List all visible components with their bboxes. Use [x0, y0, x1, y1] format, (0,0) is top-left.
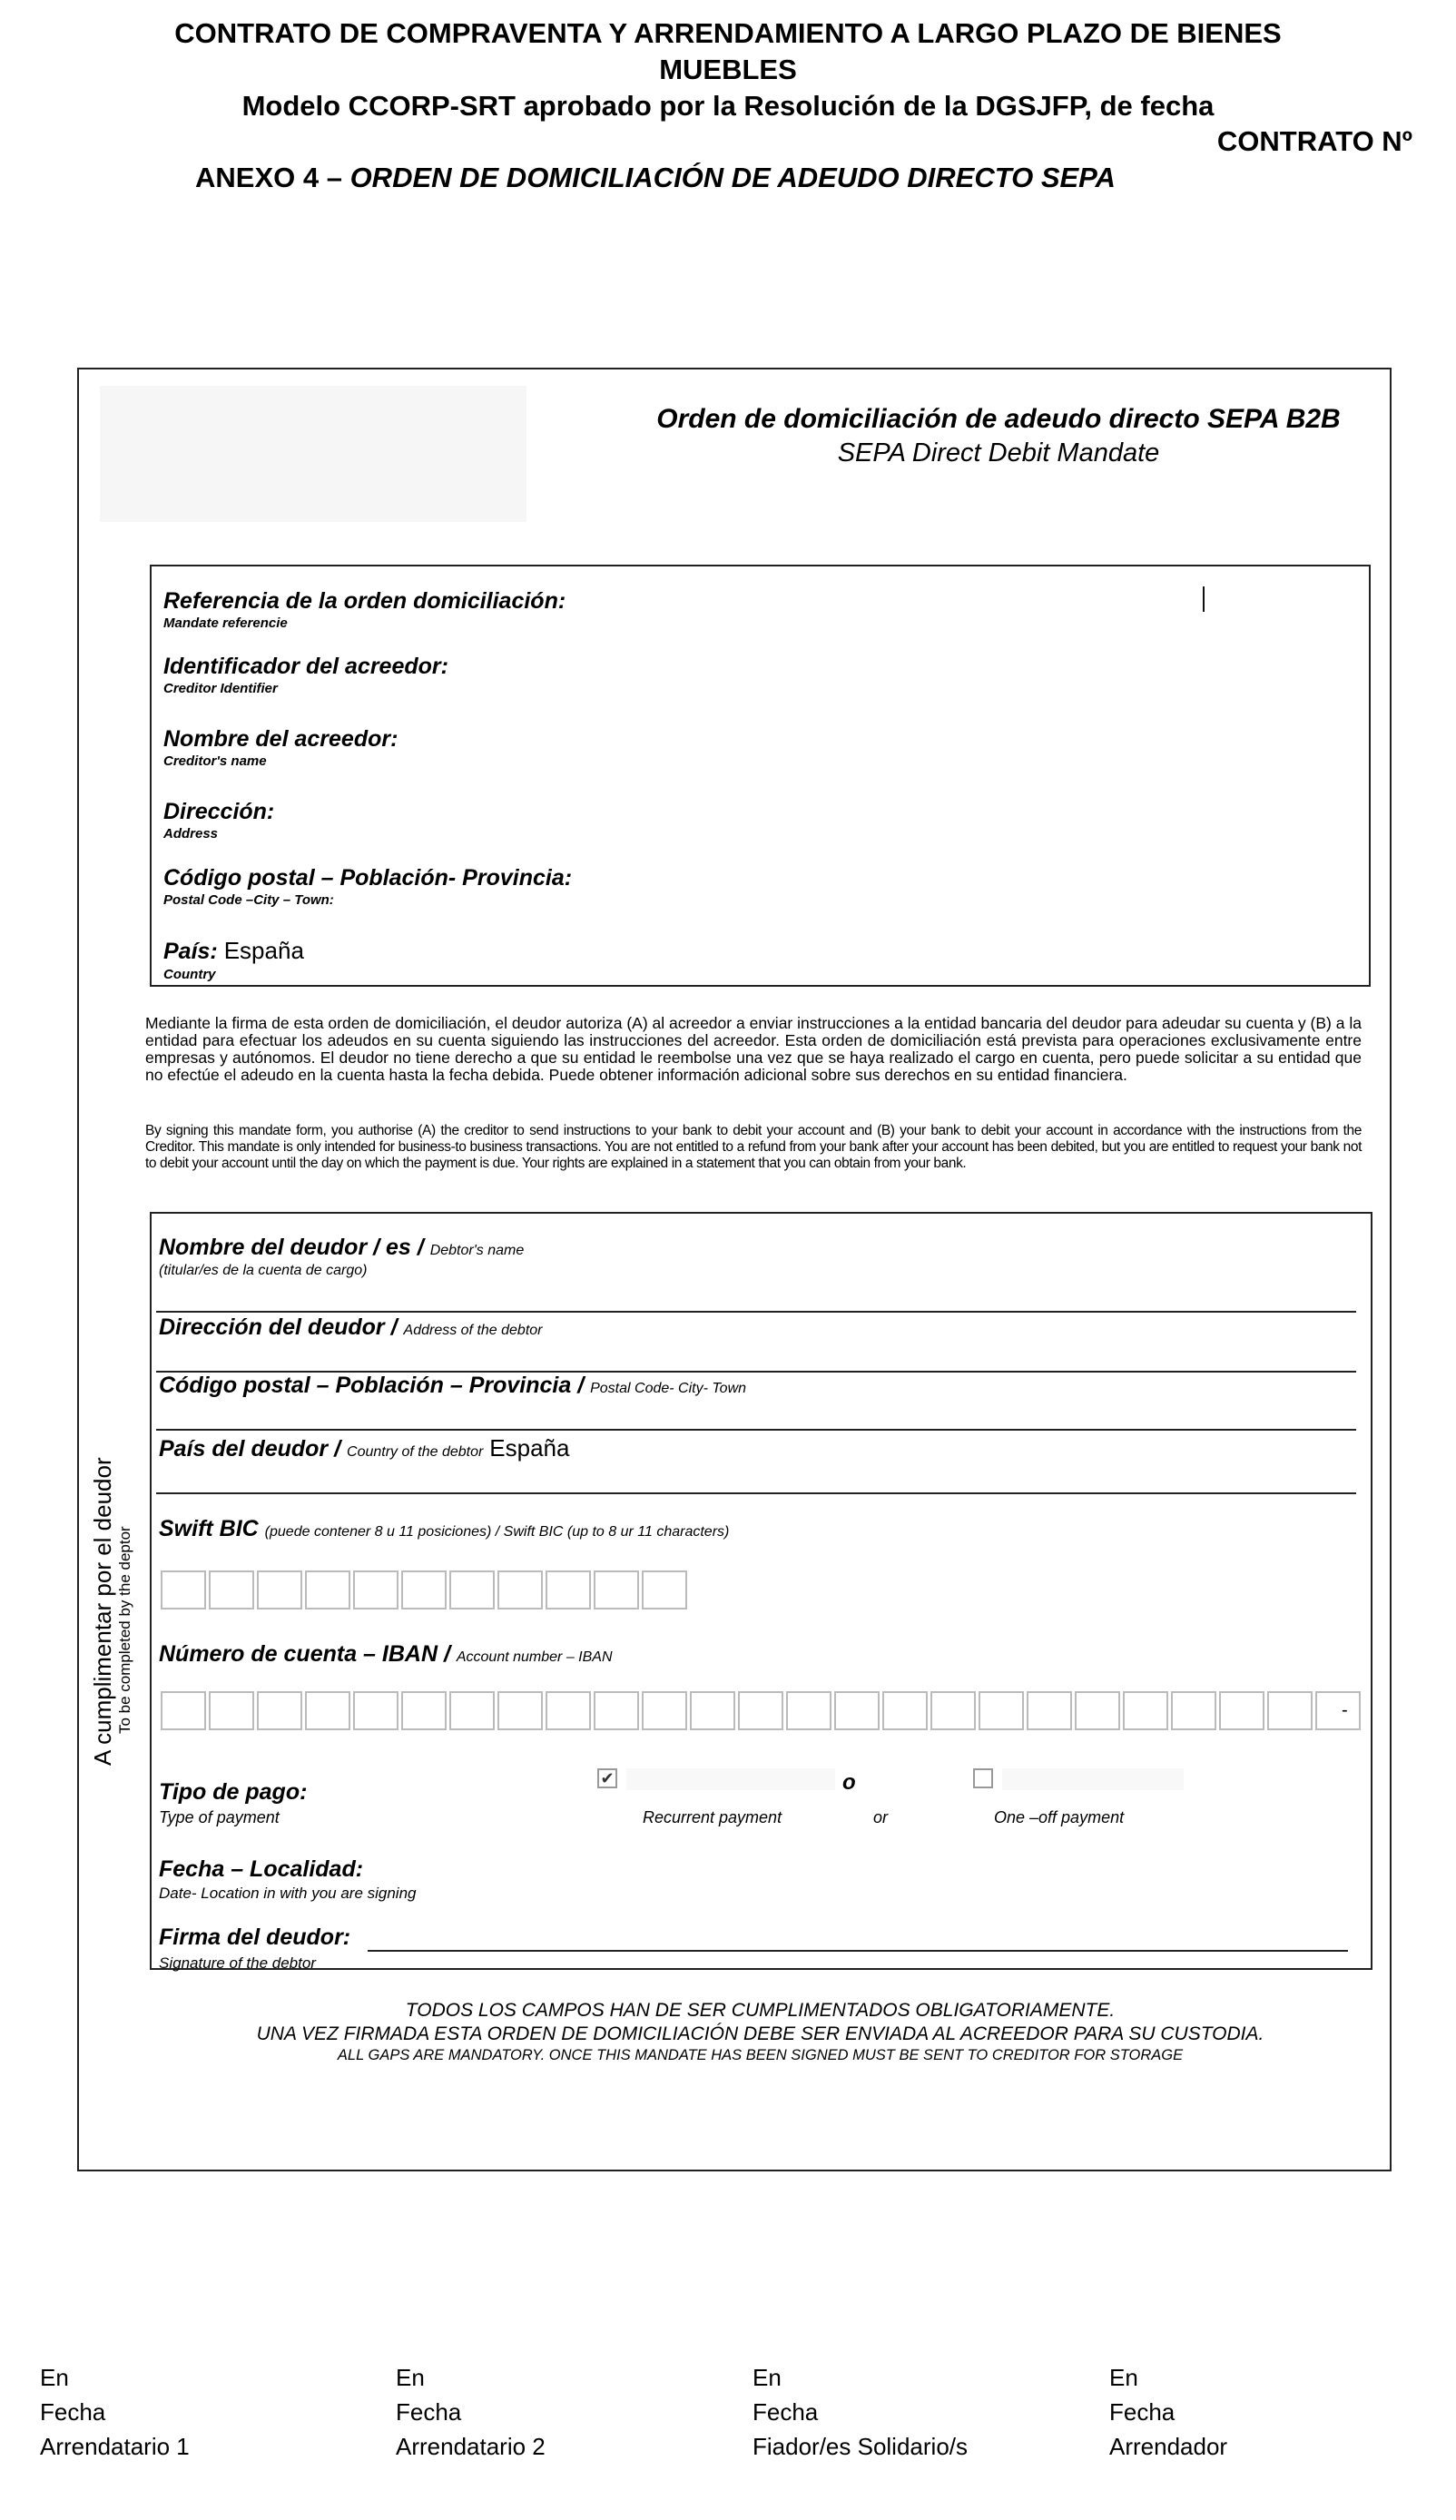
- debtor-name-field[interactable]: [156, 1311, 1356, 1313]
- iban-cells: [161, 1691, 1361, 1730]
- sig2-en: En: [396, 2364, 425, 2391]
- doc-title-line2: MUEBLES: [659, 54, 797, 85]
- sig3-party: Fiador/es Solidario/s: [753, 2433, 968, 2460]
- iban-cell[interactable]: [161, 1691, 206, 1730]
- country-label-text: País:: [163, 939, 218, 964]
- debtor-side-label: A cumplimentar por el deudor: [89, 1457, 116, 1766]
- swift-label: [159, 1516, 729, 1542]
- debtor-country-en: Country of the debtor: [347, 1444, 484, 1460]
- signature-col-4: [1109, 2360, 1227, 2464]
- doc-title-line1: CONTRATO DE COMPRAVENTA Y ARRENDAMIENTO A LARGO PLAZO DE BIENES: [174, 17, 1282, 49]
- debtor-name-en: Debtor's name: [429, 1243, 525, 1258]
- swift-bic-cell[interactable]: [594, 1570, 639, 1609]
- creditor-id-label: Identificador del acreedor:: [163, 654, 448, 679]
- creditor-name-label: Nombre del acreedor:: [163, 726, 398, 752]
- iban-cell[interactable]: [1123, 1691, 1168, 1730]
- annex-prefix: ANEXO 4 –: [195, 162, 350, 193]
- iban-cell[interactable]: [594, 1691, 639, 1730]
- debtor-name-sub: (titular/es de la cuenta de cargo): [159, 1263, 368, 1278]
- iban-cell[interactable]: [1075, 1691, 1120, 1730]
- swift-bic-cell[interactable]: [449, 1570, 495, 1609]
- debtor-postal-field[interactable]: [156, 1429, 1356, 1431]
- creditor-id-sub: Creditor Identifier: [163, 681, 278, 696]
- reference-label: Referencia de la orden domiciliación:: [163, 588, 566, 614]
- iban-cell[interactable]: [738, 1691, 783, 1730]
- iban-cell[interactable]: [449, 1691, 495, 1730]
- creditor-country-sub: Country: [163, 967, 216, 982]
- debtor-name-label: [159, 1235, 524, 1261]
- swift-bic-cell[interactable]: [497, 1570, 543, 1609]
- reference-sub: Mandate referencie: [163, 615, 288, 631]
- or-es: o: [842, 1770, 856, 1795]
- iban-cell[interactable]: [546, 1691, 591, 1730]
- payment-type-sub: Type of payment: [159, 1808, 280, 1826]
- sig3-fecha: Fecha: [753, 2398, 819, 2426]
- iban-cell[interactable]: [690, 1691, 735, 1730]
- debtor-side-sub: To be completed by the deptor: [116, 1526, 133, 1734]
- iban-label: [159, 1641, 613, 1668]
- notice-line3: ALL GAPS ARE MANDATORY. ONCE THIS MANDATE HAS BEEN SIGNED MUST BE SENT TO CREDITOR FOR STORAGE: [337, 2047, 1184, 2063]
- iban-cell[interactable]: [353, 1691, 398, 1730]
- swift-note: (puede contener 8 u 11 posiciones) / Swift BIC (up to 8 ur 11 characters): [264, 1524, 730, 1540]
- mandate-title: Orden de domiciliación de adeudo directo SEPA B2B: [656, 404, 1341, 434]
- iban-cell[interactable]: [1315, 1691, 1361, 1730]
- sig4-party: Arrendador: [1109, 2433, 1228, 2460]
- swift-bic-cell[interactable]: [642, 1570, 687, 1609]
- or-en: or: [873, 1808, 889, 1826]
- notice-line2: UNA VEZ FIRMADA ESTA ORDEN DE DOMICILIACIÓN DEBE SER ENVIADA AL ACREEDOR PARA SU CUSTODIA.: [256, 2023, 1264, 2044]
- sig4-en: En: [1109, 2364, 1138, 2391]
- debtor-country-field[interactable]: [156, 1492, 1356, 1494]
- annex-title: [195, 162, 1116, 194]
- iban-cell[interactable]: [834, 1691, 880, 1730]
- iban-cell[interactable]: [257, 1691, 302, 1730]
- payment-type-label: Tipo de pago:: [159, 1779, 308, 1805]
- creditor-country-value: España: [223, 937, 304, 964]
- iban-cell[interactable]: [497, 1691, 543, 1730]
- sig1-en: En: [40, 2364, 69, 2391]
- creditor-postal-label: Código postal – Población- Provincia:: [163, 865, 573, 891]
- swift-bic-cell[interactable]: [161, 1570, 206, 1609]
- sig2-fecha: Fecha: [396, 2398, 462, 2426]
- sig2-party: Arrendatario 2: [396, 2433, 546, 2460]
- signature-sub: Signature of the debtor: [159, 1954, 316, 1972]
- swift-bic-cell[interactable]: [257, 1570, 302, 1609]
- oneoff-shade: [1002, 1768, 1184, 1790]
- sig1-fecha: Fecha: [40, 2398, 106, 2426]
- creditor-address-label: Dirección:: [163, 799, 275, 824]
- swift-bic-cell[interactable]: [353, 1570, 398, 1609]
- debtor-country-label-text: País del deudor /: [159, 1436, 341, 1462]
- creditor-name-sub: Creditor's name: [163, 753, 267, 769]
- debtor-address-label-text: Dirección del deudor /: [159, 1314, 398, 1340]
- recurrent-shade: [626, 1768, 835, 1790]
- debtor-postal-label-text: Código postal – Población – Provincia /: [159, 1373, 585, 1398]
- annex-name: ORDEN DE DOMICILIACIÓN DE ADEUDO DIRECTO SEPA: [349, 162, 1116, 193]
- legal-text-en: By signing this mandate form, you authorise (A) the creditor to send instructions to your bank to debit your account and (B) your bank to debit your account in accordance with the instructions from the Creditor. This mandate is only intended for business-to business transactions. You are not entitled to a refund from your bank after your account has been debited, but you are entitled to request your bank not to debit your account until the day on which the payment is due. Your rights are explained in a statement that you can obtain from your bank.: [145, 1123, 1362, 1171]
- iban-cell[interactable]: [882, 1691, 928, 1730]
- oneoff-payment-checkbox[interactable]: [973, 1768, 993, 1788]
- swift-bic-cell[interactable]: [305, 1570, 350, 1609]
- debtor-address-en: Address of the debtor: [403, 1323, 543, 1338]
- iban-cell[interactable]: [1267, 1691, 1313, 1730]
- signature-col-3: [753, 2360, 968, 2464]
- iban-en: Account number – IBAN: [456, 1649, 613, 1665]
- logo-placeholder: [100, 386, 526, 522]
- sig4-fecha: Fecha: [1109, 2398, 1176, 2426]
- swift-bic-cell[interactable]: [546, 1570, 591, 1609]
- swift-label-text: Swift BIC: [159, 1516, 259, 1541]
- signature-col-2: [396, 2360, 546, 2464]
- iban-cell[interactable]: [979, 1691, 1024, 1730]
- iban-cell[interactable]: [786, 1691, 831, 1730]
- iban-cell[interactable]: [1171, 1691, 1216, 1730]
- creditor-box: [150, 565, 1371, 987]
- debtor-name-label-text: Nombre del deudor / es /: [159, 1235, 424, 1260]
- iban-label-text: Número de cuenta – IBAN /: [159, 1641, 450, 1667]
- mandate-subtitle: SEPA Direct Debit Mandate: [837, 438, 1160, 468]
- iban-cell[interactable]: [642, 1691, 687, 1730]
- date-location-label: Fecha – Localidad:: [159, 1856, 364, 1882]
- debtor-postal-label: [159, 1373, 746, 1399]
- creditor-country-label: [163, 937, 304, 965]
- signature-col-1: [40, 2360, 190, 2464]
- iban-dash: -: [1342, 1700, 1348, 1720]
- creditor-postal-sub: Postal Code –City – Town:: [163, 892, 334, 908]
- sig3-en: En: [753, 2364, 782, 2391]
- iban-cell[interactable]: [209, 1691, 254, 1730]
- signature-label: Firma del deudor:: [159, 1924, 351, 1950]
- sig1-party: Arrendatario 1: [40, 2433, 190, 2460]
- debtor-country-value: España: [489, 1434, 570, 1462]
- debtor-country-label: [159, 1434, 569, 1462]
- iban-cell[interactable]: [1219, 1691, 1264, 1730]
- iban-cell[interactable]: [305, 1691, 350, 1730]
- text-cursor: [1203, 586, 1205, 612]
- oneoff-payment-label: One –off payment: [994, 1808, 1125, 1826]
- date-location-sub: Date- Location in with you are signing: [159, 1885, 417, 1902]
- notice-line1: TODOS LOS CAMPOS HAN DE SER CUMPLIMENTADOS OBLIGATORIAMENTE.: [405, 2000, 1116, 2021]
- iban-cell[interactable]: [1027, 1691, 1072, 1730]
- recurrent-payment-label: Recurrent payment: [643, 1808, 782, 1826]
- contract-number: CONTRATO Nº: [1216, 125, 1412, 157]
- creditor-address-sub: Address: [163, 826, 219, 842]
- swift-bic-cells: [161, 1570, 687, 1609]
- debtor-postal-en: Postal Code- City- Town: [590, 1381, 747, 1396]
- doc-model-line: Modelo CCORP-SRT aprobado por la Resolución de la DGSJFP, de fecha: [241, 90, 1215, 122]
- iban-cell[interactable]: [401, 1691, 447, 1730]
- signature-line[interactable]: [368, 1950, 1348, 1952]
- swift-bic-cell[interactable]: [401, 1570, 447, 1609]
- legal-text-es: Mediante la firma de esta orden de domiciliación, el deudor autoriza (A) al acreedor a enviar instrucciones a la entidad bancaria del deudor para adeudar su cuenta y (B) a la entidad para efectuar los adeudos en su cuenta siguiendo las instrucciones del acreedor. Esta orden de domiciliación está prevista para operaciones exclusivamente entre empresas y autónomos. El deudor no tiene derecho a que su entidad le reembolse una vez que se haya realizado el cargo en cuenta, pero puede solicitar a su entidad que no efectúe el adeudo en la cuenta hasta la fecha debida. Puede obtener información adicional sobre sus derechos en su entidad financiera.: [145, 1014, 1362, 1084]
- recurrent-payment-checkbox[interactable]: ✔: [597, 1768, 617, 1788]
- debtor-address-label: [159, 1314, 543, 1341]
- iban-cell[interactable]: [930, 1691, 976, 1730]
- swift-bic-cell[interactable]: [209, 1570, 254, 1609]
